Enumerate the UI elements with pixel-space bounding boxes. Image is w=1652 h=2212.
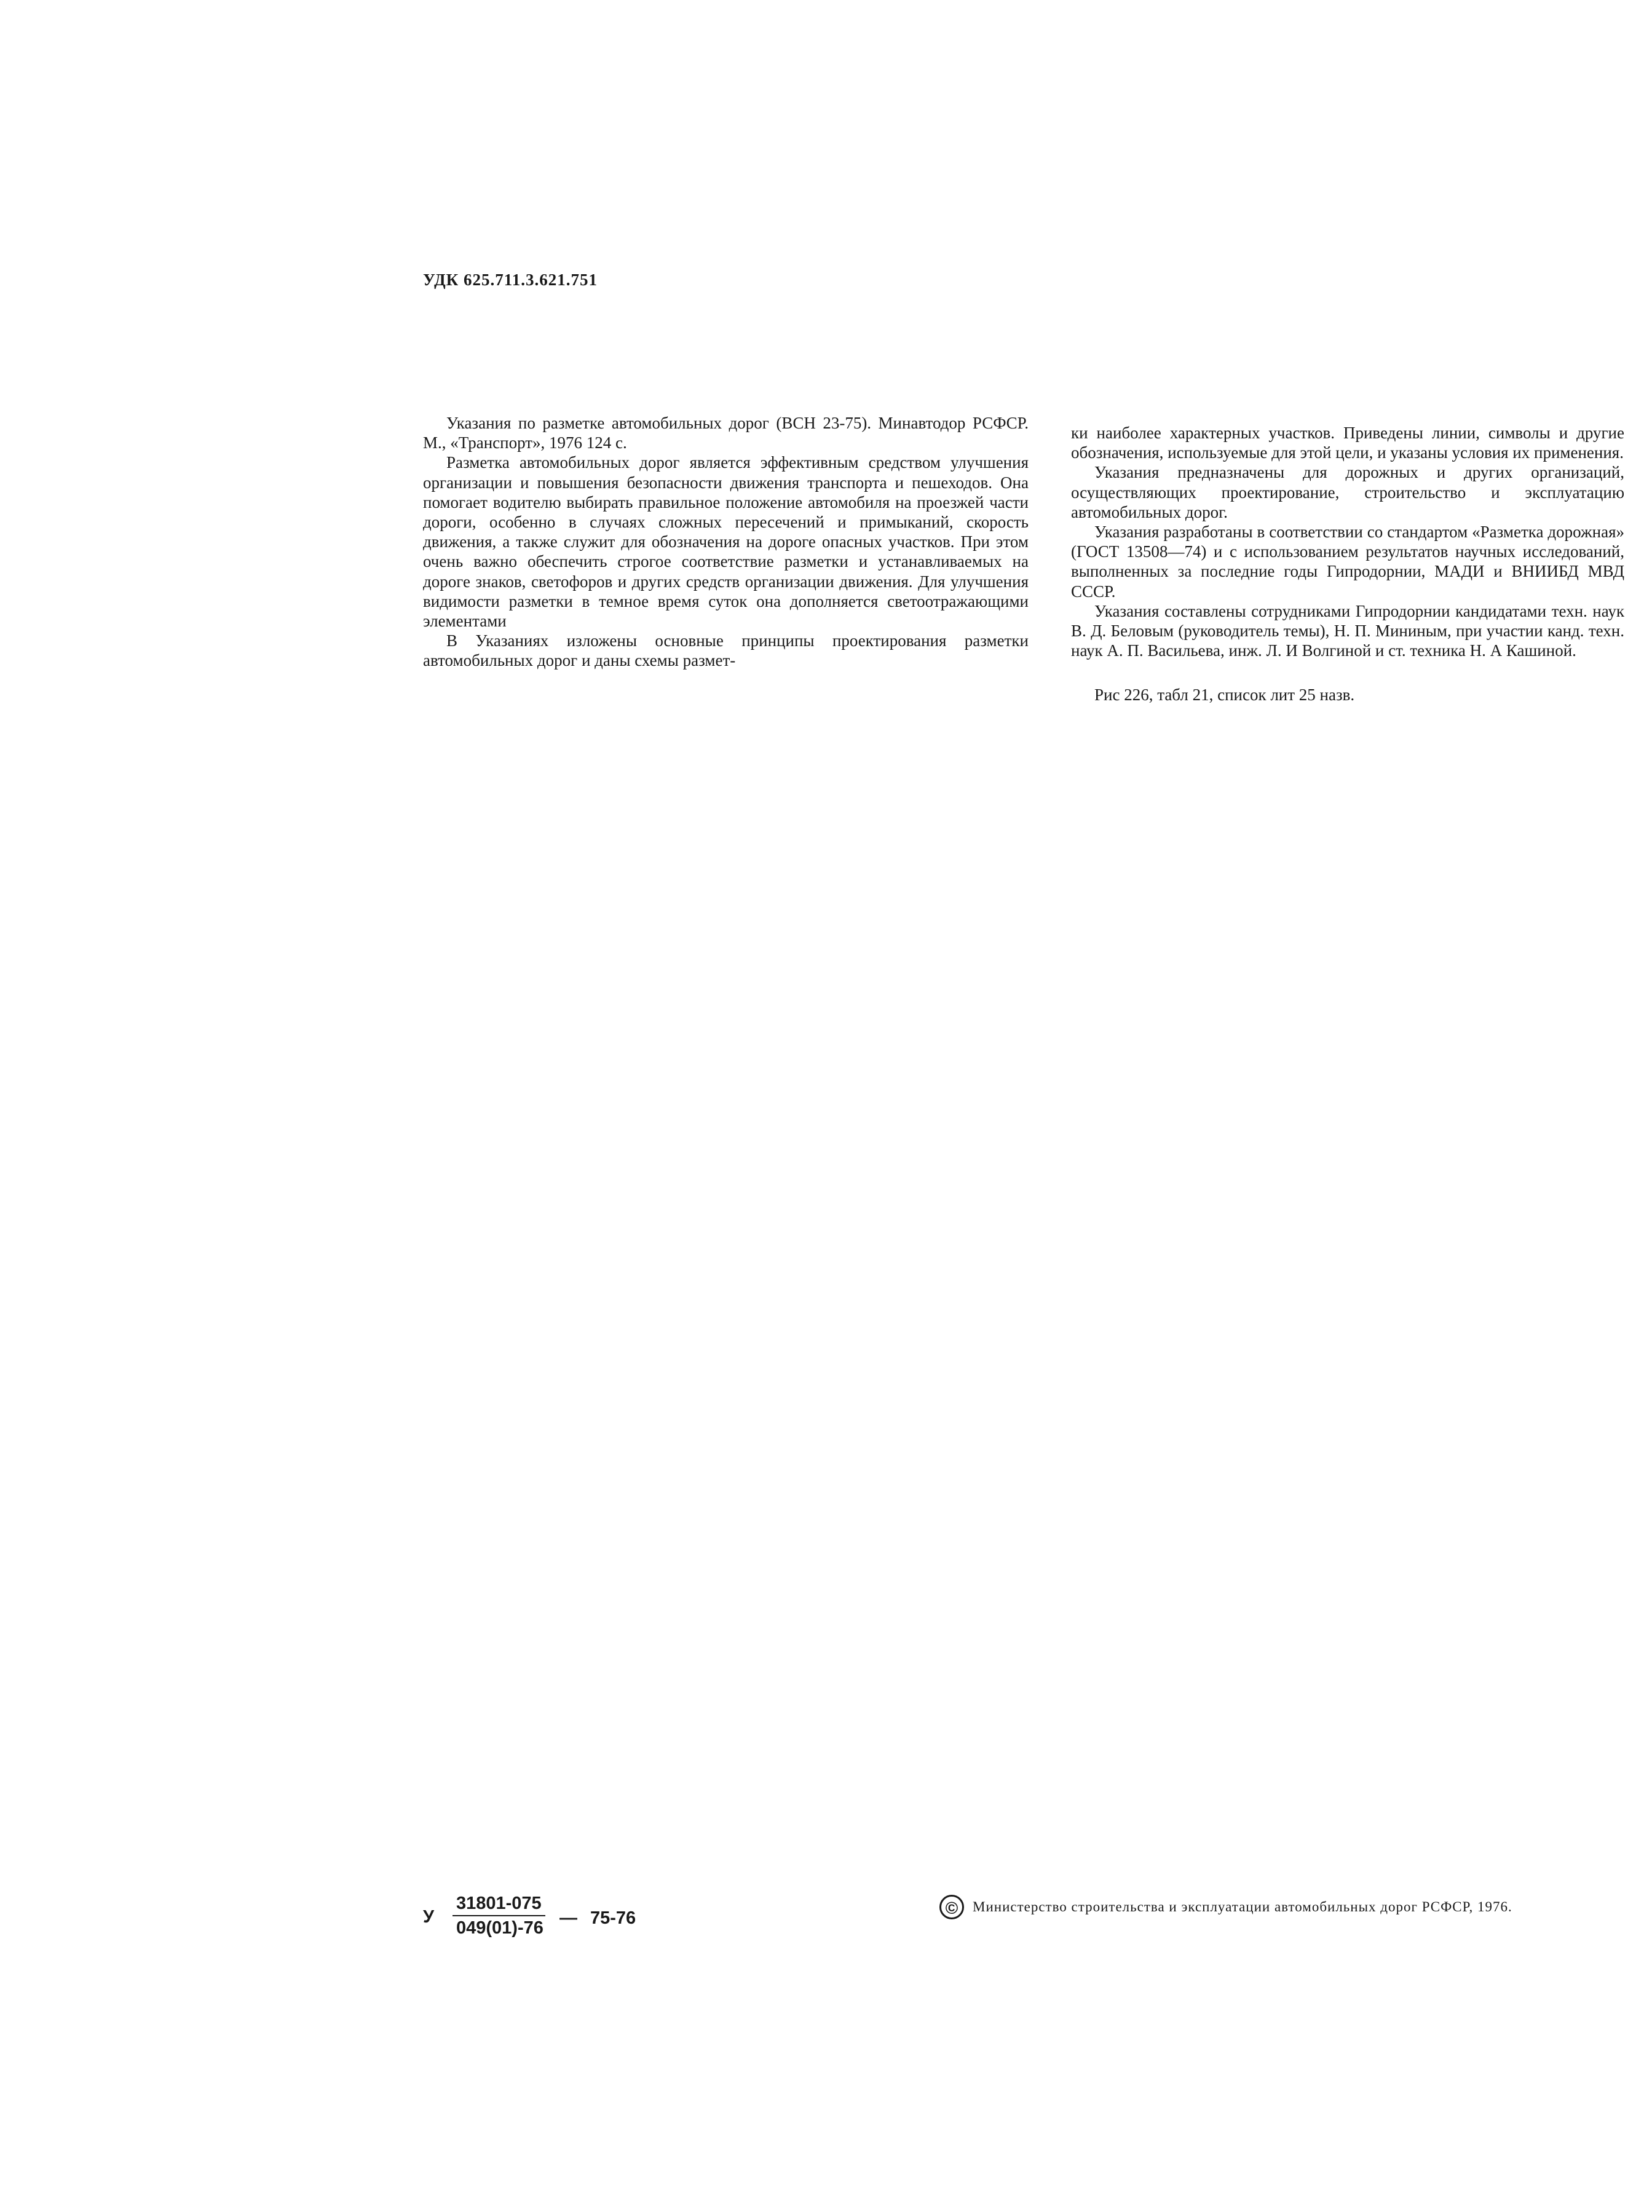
publisher-letter: У bbox=[423, 1907, 435, 1927]
abstract-paragraph-continuation: ки наиболее характерных участков. Приведены линии, символы и другие обозначения, используемые для этой цели, и указаны условия их применения. bbox=[1071, 424, 1624, 462]
abstract-left-column bbox=[423, 413, 1029, 671]
udk-code: УДК 625.711.3.621.751 bbox=[423, 271, 598, 289]
copyright-icon: © bbox=[939, 1895, 964, 1919]
abstract-paragraph: Указания предназначены для дорожных и других организаций, осуществляющих проектирование, строительство и эксплуатацию автомобильных дорог. bbox=[1071, 463, 1624, 521]
publisher-index-code bbox=[423, 1894, 706, 1949]
code-numerator: 31801-075 bbox=[453, 1894, 545, 1916]
abstract-paragraph: Указания разработаны в соответствии со стандартом «Разметка дорожная» (ГОСТ 13508—74) и с использованием результатов научных исследований, выполненных за последние годы Гипродорнии, МАДИ и ВНИИБД МВД СССР. bbox=[1071, 523, 1624, 601]
abstract-paragraph: Разметка автомобильных дорог является эффективным средством улучшения организации и повышения безопасности движения транспорта и пешеходов. Она помогает водителю выбирать правильное положение автомобиля на проезжей части дороги, особенно в случаях сложных пересечений и примыканий, скорость движения, а также служит для обозначения на дороге опасных участков. При этом очень важно обеспечить строгое соответствие разметки и устанавливаемых на дороге знаков, светофоров и других средств организации движения. Для улучшения видимости разметки в темное время суток она дополняется светоотражающими элементами bbox=[423, 453, 1029, 631]
abstract-right-column bbox=[1071, 423, 1624, 705]
abstract-paragraph: Указания составлены сотрудниками Гипродорнии кандидатами техн. наук В. Д. Беловым (руководитель темы), Н. П. Мининым, при участии канд. техн. наук А. П. Васильева, инж. Л. И Волгиной и ст. техника Н. А Кашиной. bbox=[1071, 601, 1624, 660]
copyright-text: Министерство строительства и эксплуатации автомобильных дорог РСФСР, 1976. bbox=[973, 1899, 1512, 1914]
bibliographic-entry: Указания по разметке автомобильных дорог (ВСН 23-75). Минавтодор РСФСР. М., «Транспорт», 1976 124 с. bbox=[423, 414, 1029, 452]
code-denominator: 049(01)-76 bbox=[456, 1918, 543, 1938]
copyright-notice bbox=[939, 1895, 1554, 1919]
code-year-range: 75-76 bbox=[590, 1908, 636, 1928]
code-dash: — bbox=[559, 1908, 577, 1928]
abstract-paragraph: В Указаниях изложены основные принципы проектирования разметки автомобильных дорог и даны схемы размет- bbox=[423, 631, 1029, 670]
figures-note: Рис 226, табл 21, список лит 25 назв. bbox=[1094, 685, 1355, 705]
